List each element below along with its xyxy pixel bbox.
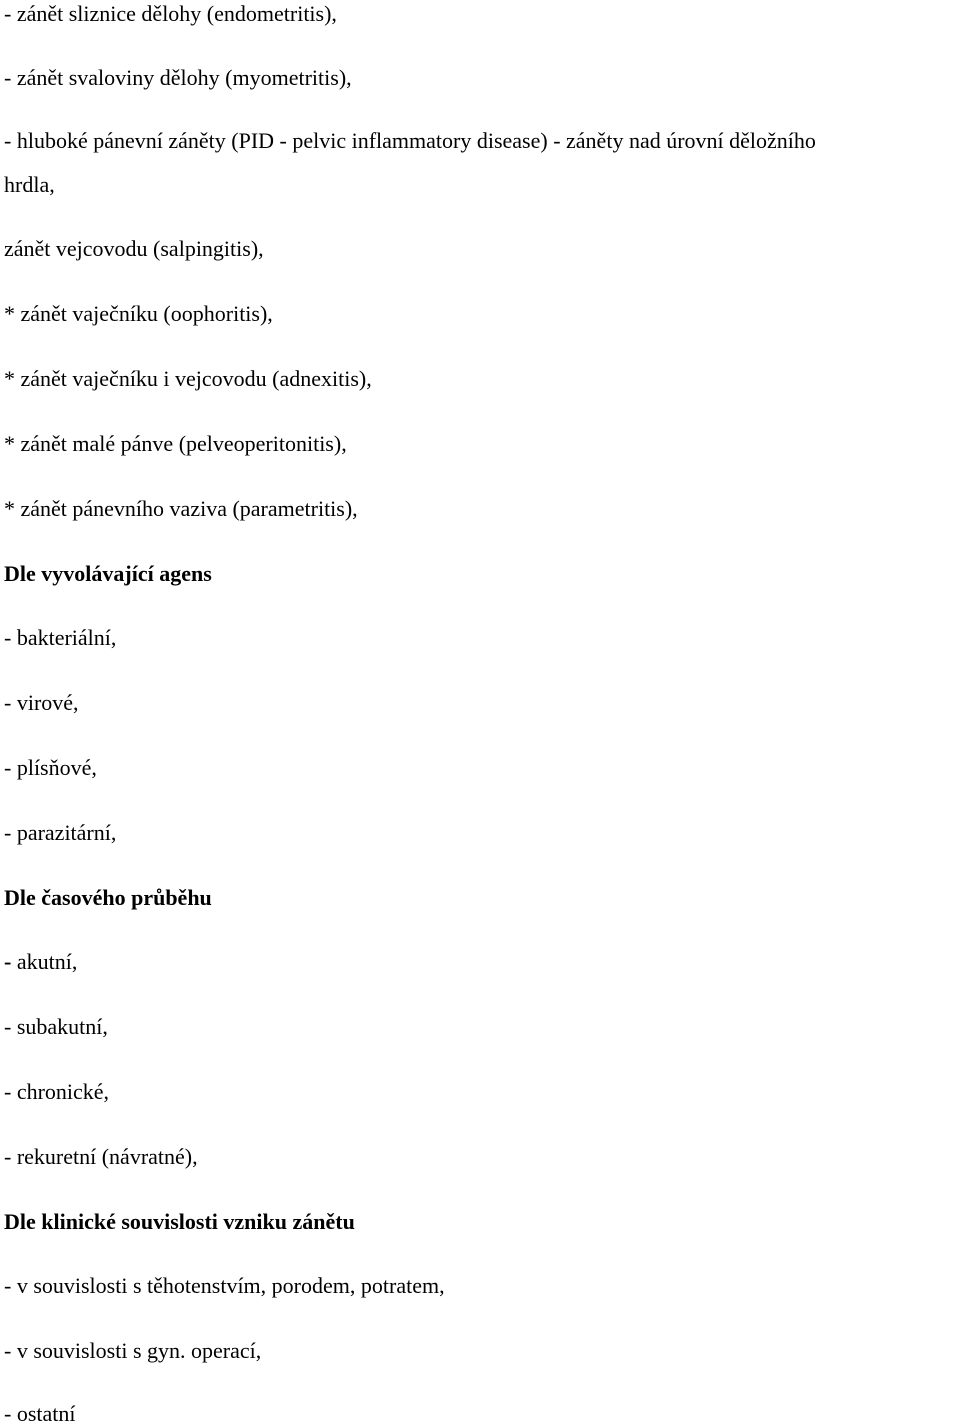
text-line-adnexitis: * zánět vaječníku i vejcovodu (adnexitis), [4, 366, 372, 391]
list-item-ostatni: - ostatní [4, 1401, 76, 1426]
list-item-virove: - virové, [4, 690, 79, 715]
list-item-rekuretni: - rekuretní (návratné), [4, 1144, 198, 1169]
text-line-myometritis: - zánět svaloviny dělohy (myometritis), [4, 65, 352, 90]
list-item-subakutni: - subakutní, [4, 1014, 108, 1039]
list-item-chronicke: - chronické, [4, 1079, 110, 1104]
text-line-oophoritis: * zánět vaječníku (oophoritis), [4, 301, 273, 326]
list-item-akutni-text: akutní, [11, 949, 78, 974]
bold-dash: - [4, 949, 12, 974]
section-heading-klinicke: Dle klinické souvislosti vzniku zánětu [4, 1209, 355, 1234]
list-item-parazitarni: - parazitární, [4, 820, 117, 845]
text-line-pelveoperitonitis: * zánět malé pánve (pelveoperitonitis), [4, 431, 347, 456]
list-item-bakterialni: - bakteriální, [4, 625, 117, 650]
text-line-salpingitis: zánět vejcovodu (salpingitis), [4, 236, 264, 261]
list-item-akutni [4, 949, 77, 975]
list-item-tehotenstvi: - v souvislosti s těhotenstvím, porodem, potratem, [4, 1273, 445, 1298]
section-heading-agens: Dle vyvolávající agens [4, 561, 212, 586]
list-item-gyn-operace: - v souvislosti s gyn. operací, [4, 1338, 262, 1363]
text-line-endometritis: - zánět sliznice dělohy (endometritis), [4, 1, 337, 26]
text-line-pid-continued: hrdla, [4, 172, 55, 197]
text-line-pid: - hluboké pánevní záněty (PID - pelvic inflammatory disease) - záněty nad úrovní děložního [4, 128, 816, 153]
list-item-plisnove: - plísňové, [4, 755, 97, 780]
section-heading-prubeh: Dle časového průběhu [4, 885, 212, 910]
text-line-parametritis: * zánět pánevního vaziva (parametritis), [4, 496, 358, 521]
